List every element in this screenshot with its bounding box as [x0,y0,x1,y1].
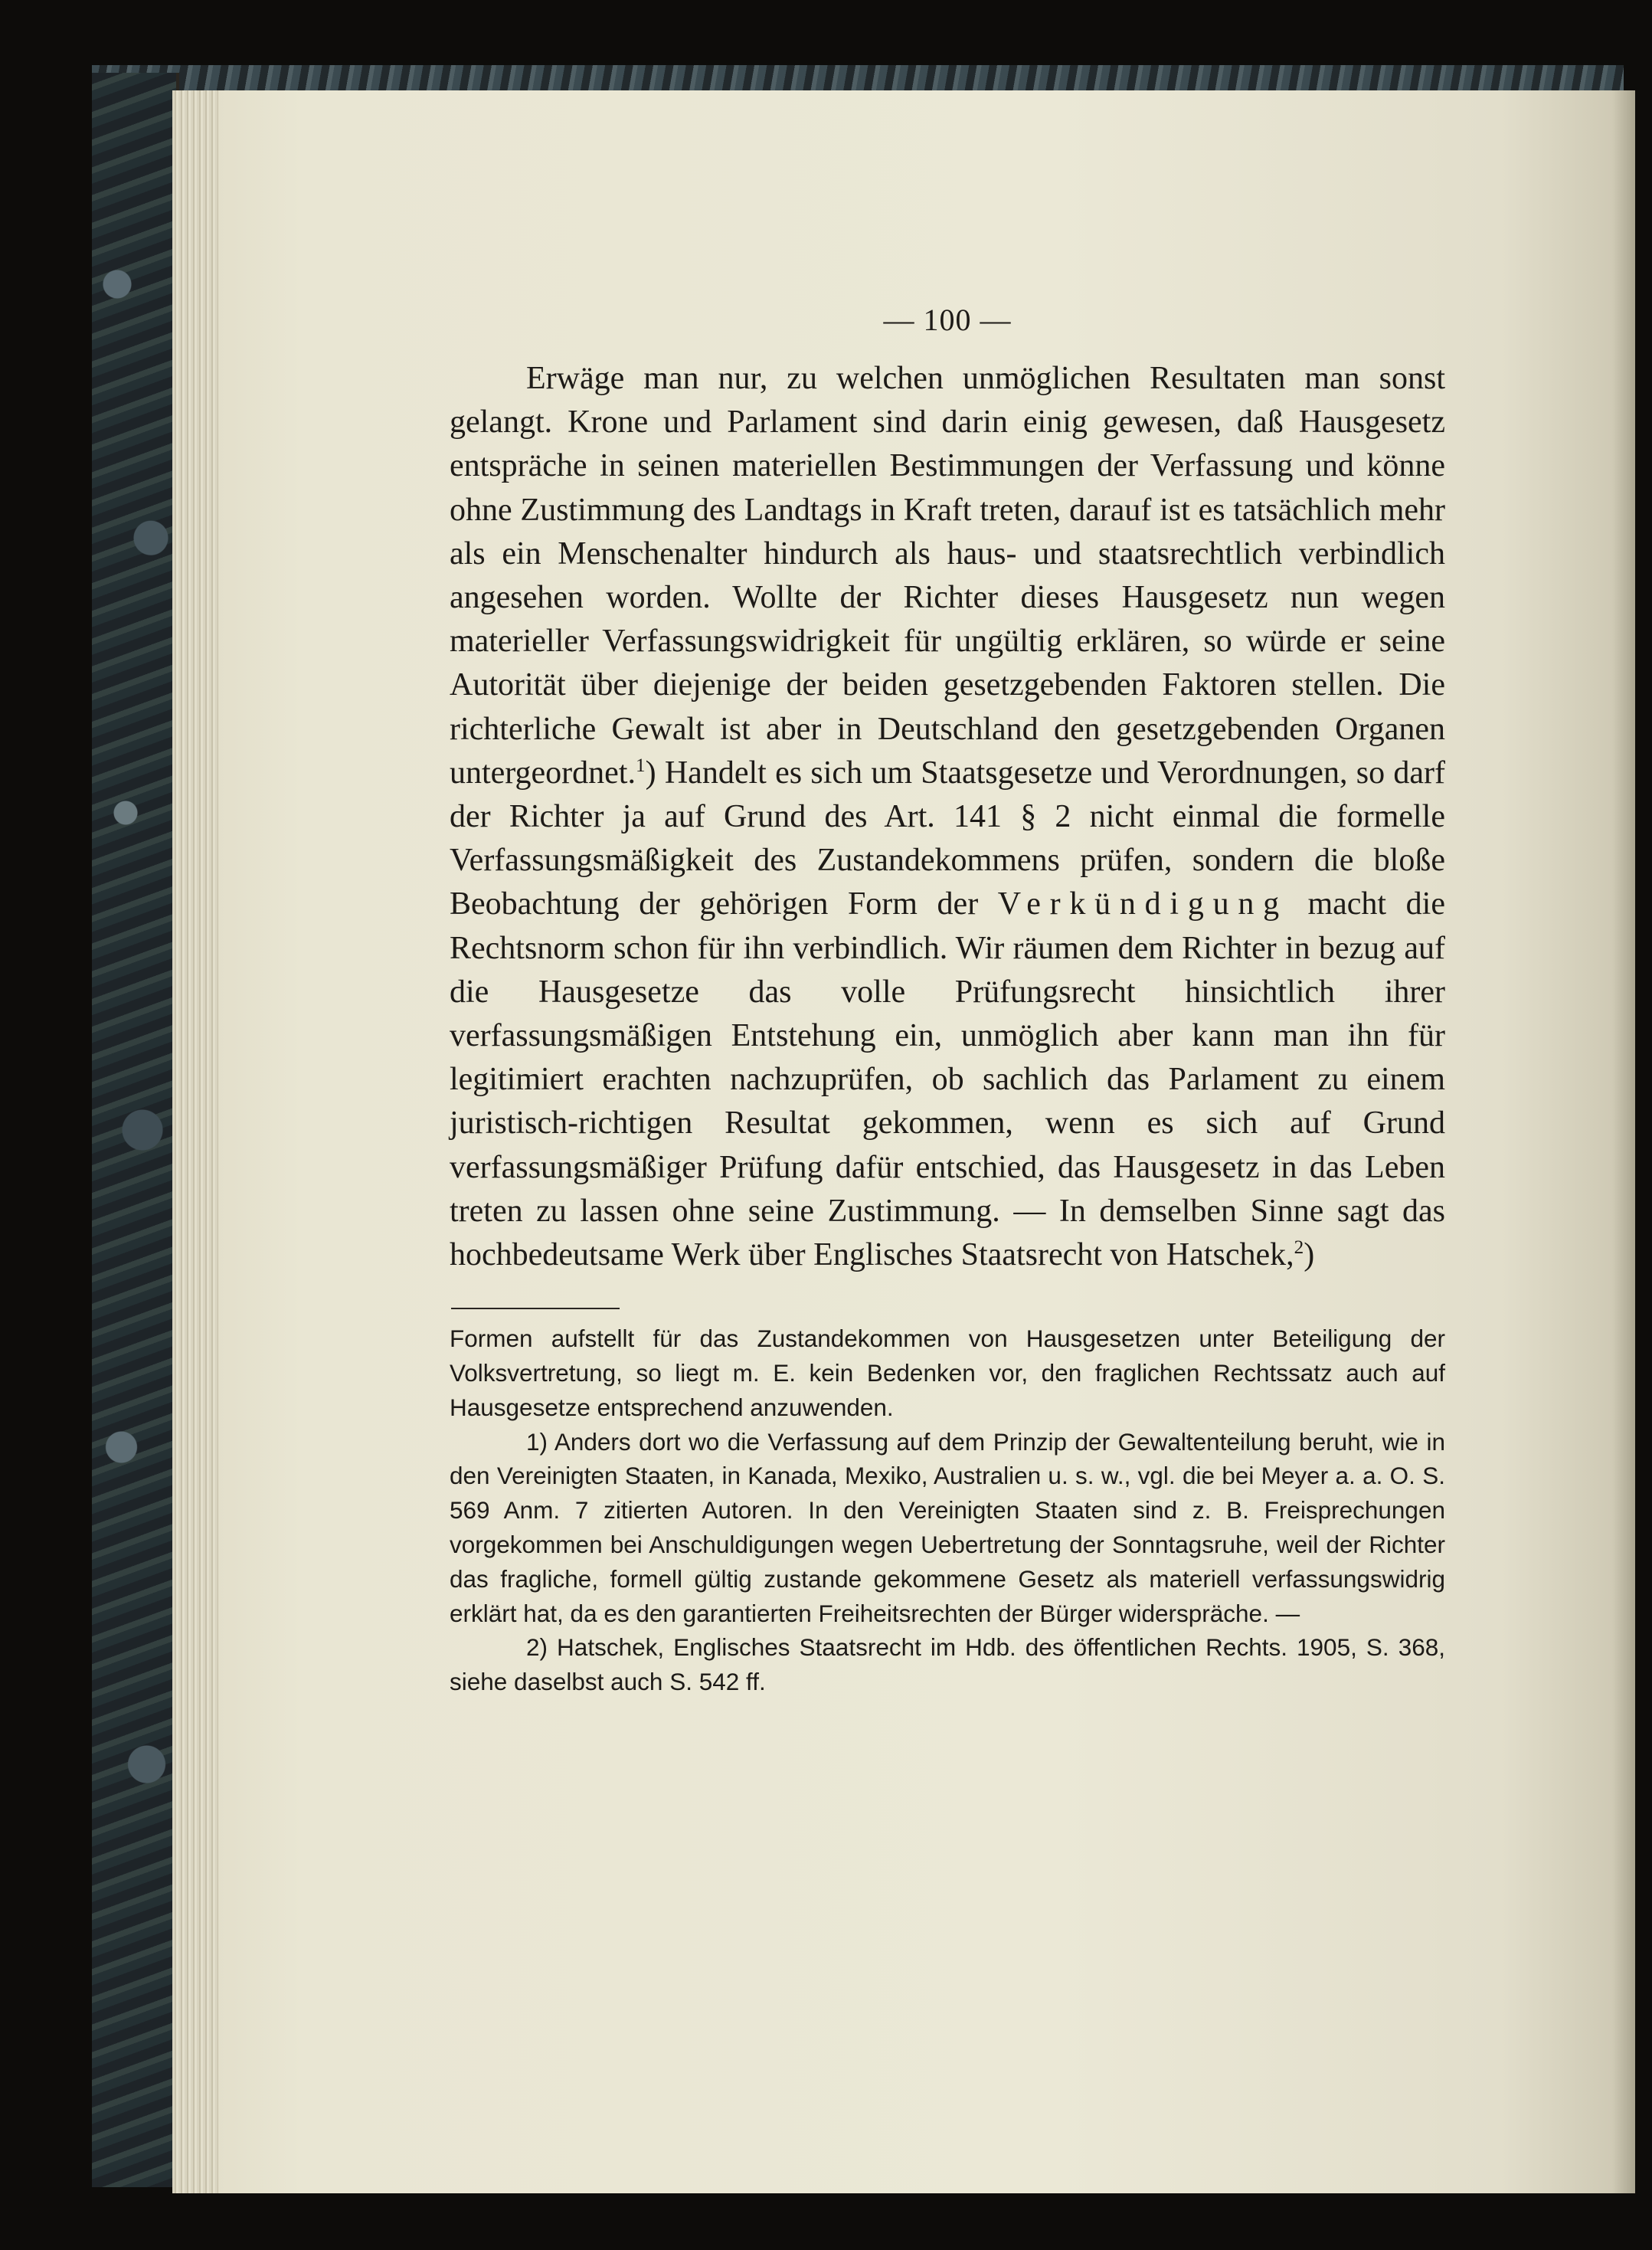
body-paragraph [450,357,1445,1277]
marbled-cover [92,73,179,2187]
page-text-block [450,297,1445,1699]
body-text-segment: ) [1304,1237,1315,1273]
page-right-edge [1612,90,1635,2193]
footnote-2: 2) Hatschek, Englisches Staatsrecht im Hdb. des öffentlichen Rechts. 1905, S. 368, siehe daselbst auch S. 542 ff. [450,1633,1445,1696]
footnote-1: 1) Anders dort wo die Verfassung auf dem Prinzip der Gewaltenteilung beruht, wie in den Vereinigten Staaten, in Kanada, Mexiko, Australien u. s. w., vgl. die bei Meyer a. a. O. S. 569 Anm. 7 zitierten Autoren. In den Vereinigten Staaten sind z. B. Freisprechungen vorgekommen bei Anschuldigungen wegen Uebertretung der Sonntagsruhe, weil der Richter das fragliche, formell gültig zustande gekommene Gesetz als materiell verfassungswidrig erklärt hat, da es den garantierten Freiheitsrechten der Bürger widerspräche. — [450,1427,1445,1627]
footnote-ref-2: 2 [1294,1237,1304,1259]
body-text-segment: Erwäge man nur, zu welchen unmöglichen Resultaten man sonst gelangt. Krone und Parlament sind darin einig gewesen, daß Hausgesetz entspräche in seinen materiellen Bestimmungen der Verfassung und könne ohne Zustimmung des Landtags in Kraft treten, darauf ist es tatsächlich mehr als ein Menschenalter hindurch als haus- und staatsrechtlich verbindlich angesehen worden. Wollte der Richter dieses Hausgesetz nun wegen materieller Verfassungswidrigkeit für ungültig erklären, so würde er seine Autorität über diejenige der beiden gesetzgebenden Faktoren stellen. Die richterliche Gewalt ist aber in Deutschland den gesetzgebenden Organen untergeordnet. [450,361,1445,791]
footnote-continuation: Formen aufstellt für das Zustandekommen von Hausgesetzen unter Beteiligung der Volksvertretung, so liegt m. E. kein Bedenken vor, den fraglichen Rechtssatz auch auf Hausgesetze entsprechend anzuwenden. [450,1325,1445,1421]
footnote-ref-1: 1 [635,755,646,776]
page-number: — 100 — [883,303,1012,337]
body-text-segment: ) Handelt es sich um Staatsgesetze und Verordnungen, so darf der Richter ja auf Grund des Art. 141 § 2 nicht einmal die formelle Verfassungsmäßigkeit des Zustandekommens prüfen, sondern die bloße Beobachtung der gehörigen Form der [450,755,1445,922]
spaced-emphasis-word: Verkündigung [997,886,1288,922]
footnotes [450,1322,1445,1699]
body-text-segment: macht die Rechtsnorm schon für ihn verbindlich. Wir räumen dem Richter in bezug auf die Hausgesetze das volle Prüfungsrecht hinsichtlich ihrer verfassungsmäßigen Entstehung ein, unmöglich aber kann man ihn für legitimiert erachten nachzuprüfen, ob sachlich das Parlament zu einem juristisch-richtigen Resultat gekommen, wenn es sich auf Grund verfassungsmäßiger Prüfung dafür entschied, das Hausgesetz in das Leben treten zu lassen ohne seine Zustimmung. — In demselben Sinne sagt das hochbedeutsame Werk über Englisches Staatsrecht von Hatschek, [450,886,1445,1273]
footnote-divider [451,1308,620,1309]
